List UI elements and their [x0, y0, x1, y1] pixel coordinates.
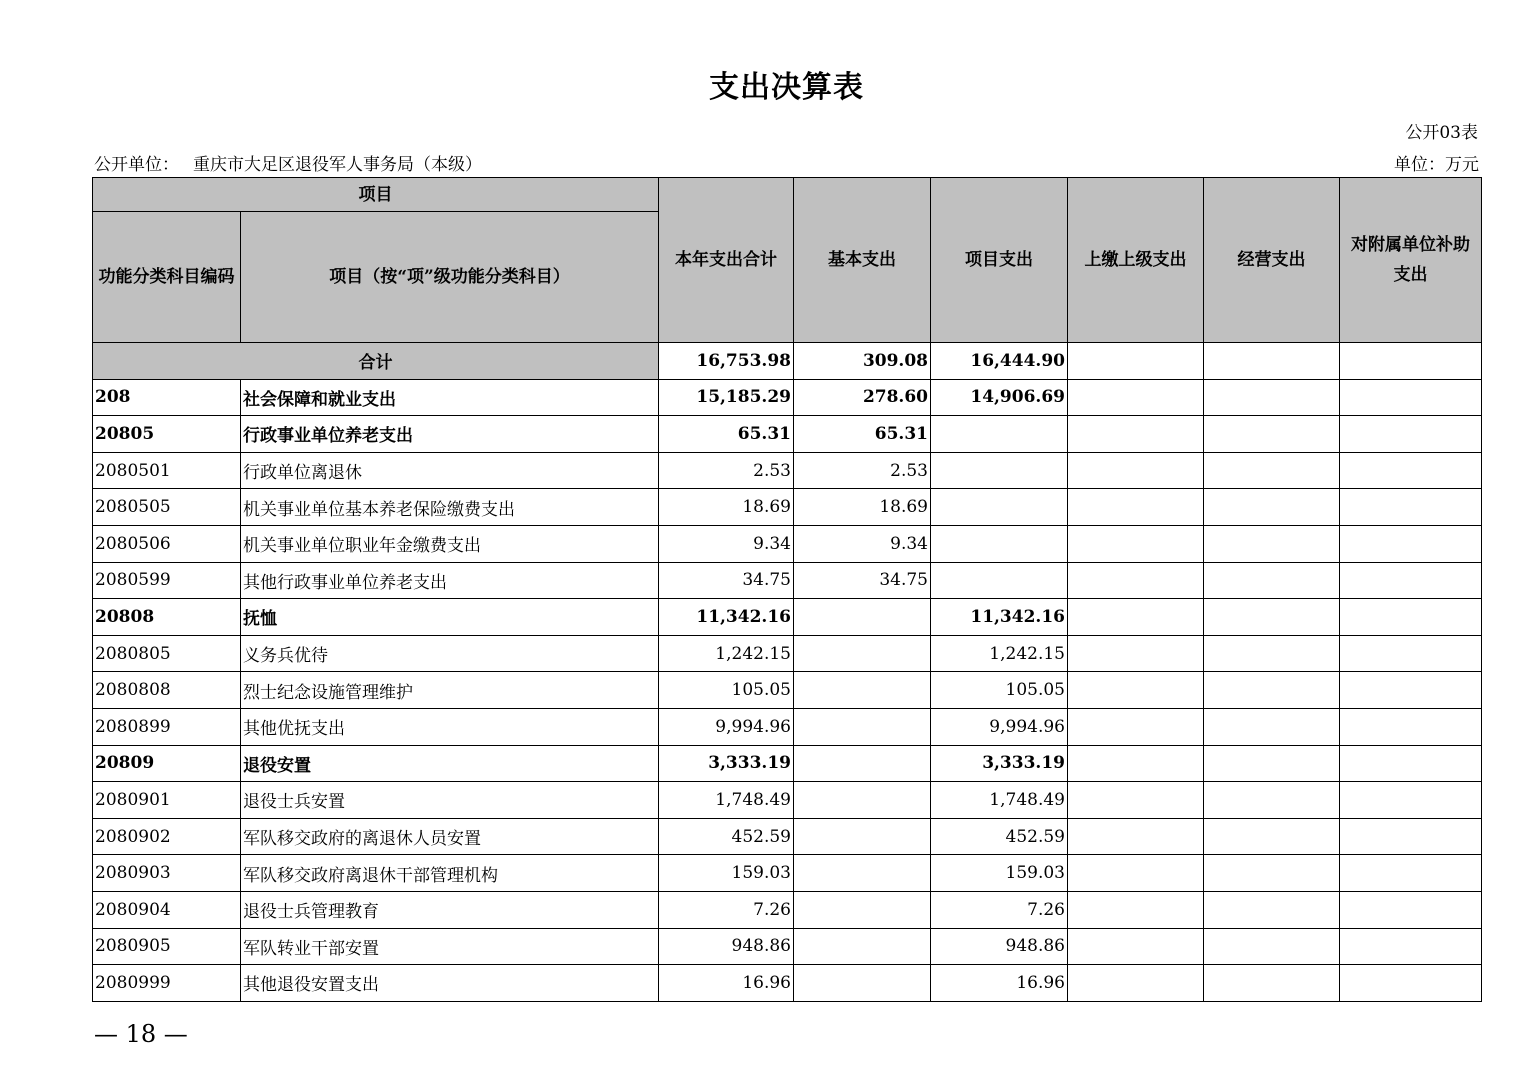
- row-upper: [1068, 928, 1204, 965]
- row-subsidy: [1340, 818, 1482, 855]
- row-name: 义务兵优待: [241, 635, 659, 672]
- row-total: 105.05: [659, 672, 794, 709]
- row-code: 2080903: [93, 855, 241, 892]
- row-total: 65.31: [659, 416, 794, 453]
- table-row: [93, 782, 1482, 819]
- table-row: [93, 525, 1482, 562]
- total-cell-upper: [1068, 343, 1204, 380]
- row-subsidy: [1340, 855, 1482, 892]
- row-name: 其他退役安置支出: [241, 965, 659, 1002]
- header-basic: 基本支出: [794, 178, 931, 343]
- row-name: 机关事业单位基本养老保险缴费支出: [241, 489, 659, 526]
- table-row: [93, 818, 1482, 855]
- row-name: 退役安置: [241, 745, 659, 782]
- row-project: 3,333.19: [931, 745, 1068, 782]
- row-business: [1204, 525, 1340, 562]
- row-project: [931, 562, 1068, 599]
- header-business: 经营支出: [1204, 178, 1340, 343]
- row-upper: [1068, 782, 1204, 819]
- row-project: [931, 452, 1068, 489]
- row-business: [1204, 379, 1340, 416]
- row-business: [1204, 782, 1340, 819]
- row-basic: [794, 855, 931, 892]
- row-total: 11,342.16: [659, 599, 794, 636]
- row-basic: [794, 965, 931, 1002]
- header-subsidy: 对附属单位补助支出: [1340, 178, 1482, 343]
- table-row: [93, 379, 1482, 416]
- row-upper: [1068, 525, 1204, 562]
- header-project: 项目: [93, 178, 659, 212]
- row-project: 9,994.96: [931, 708, 1068, 745]
- row-upper: [1068, 745, 1204, 782]
- header-row-1: [93, 178, 1482, 212]
- row-name: 行政事业单位养老支出: [241, 416, 659, 453]
- table-row: [93, 965, 1482, 1002]
- row-code: 2080901: [93, 782, 241, 819]
- row-business: [1204, 452, 1340, 489]
- row-upper: [1068, 599, 1204, 636]
- row-total: 2.53: [659, 452, 794, 489]
- row-basic: 18.69: [794, 489, 931, 526]
- header-code: 功能分类科目编码: [93, 212, 241, 343]
- row-basic: 34.75: [794, 562, 931, 599]
- header-item: 项目（按“项”级功能分类科目）: [241, 212, 659, 343]
- row-upper: [1068, 416, 1204, 453]
- row-total: 3,333.19: [659, 745, 794, 782]
- table-row: [93, 672, 1482, 709]
- table-row: [93, 416, 1482, 453]
- row-name: 其他行政事业单位养老支出: [241, 562, 659, 599]
- row-basic: 9.34: [794, 525, 931, 562]
- total-label: 合计: [93, 343, 659, 380]
- table-row: [93, 599, 1482, 636]
- row-business: [1204, 891, 1340, 928]
- row-total: 948.86: [659, 928, 794, 965]
- row-upper: [1068, 855, 1204, 892]
- row-code: 2080599: [93, 562, 241, 599]
- row-upper: [1068, 452, 1204, 489]
- table-row: [93, 928, 1482, 965]
- row-code: 20808: [93, 599, 241, 636]
- row-business: [1204, 965, 1340, 1002]
- row-upper: [1068, 489, 1204, 526]
- row-total: 7.26: [659, 891, 794, 928]
- row-subsidy: [1340, 708, 1482, 745]
- row-subsidy: [1340, 672, 1482, 709]
- row-name: 军队转业干部安置: [241, 928, 659, 965]
- table-row: [93, 745, 1482, 782]
- row-basic: 65.31: [794, 416, 931, 453]
- row-name: 机关事业单位职业年金缴费支出: [241, 525, 659, 562]
- row-code: 2080904: [93, 891, 241, 928]
- row-basic: [794, 599, 931, 636]
- row-code: 2080506: [93, 525, 241, 562]
- row-upper: [1068, 672, 1204, 709]
- row-name: 行政单位离退休: [241, 452, 659, 489]
- table-row: [93, 708, 1482, 745]
- table-row: [93, 489, 1482, 526]
- row-basic: [794, 818, 931, 855]
- row-business: [1204, 708, 1340, 745]
- row-total: 16.96: [659, 965, 794, 1002]
- row-name: 退役士兵管理教育: [241, 891, 659, 928]
- row-name: 烈士纪念设施管理维护: [241, 672, 659, 709]
- row-subsidy: [1340, 525, 1482, 562]
- row-basic: 278.60: [794, 379, 931, 416]
- row-name: 其他优抚支出: [241, 708, 659, 745]
- row-upper: [1068, 965, 1204, 1002]
- row-total: 34.75: [659, 562, 794, 599]
- row-code: 20809: [93, 745, 241, 782]
- row-business: [1204, 818, 1340, 855]
- row-subsidy: [1340, 928, 1482, 965]
- row-code: 2080805: [93, 635, 241, 672]
- row-upper: [1068, 379, 1204, 416]
- header-project-expenditure: 项目支出: [931, 178, 1068, 343]
- row-subsidy: [1340, 452, 1482, 489]
- currency-unit: 单位：万元: [1394, 155, 1479, 175]
- row-basic: [794, 708, 931, 745]
- header-total: 本年支出合计: [659, 178, 794, 343]
- page-title: 支出决算表: [709, 70, 864, 105]
- row-name: 退役士兵安置: [241, 782, 659, 819]
- row-name: 军队移交政府离退休干部管理机构: [241, 855, 659, 892]
- row-total: 9.34: [659, 525, 794, 562]
- expenditure-table: [92, 177, 1482, 1002]
- unit-name: 重庆市大足区退役军人事务局（本级）: [193, 155, 482, 175]
- row-business: [1204, 928, 1340, 965]
- row-code: 208: [93, 379, 241, 416]
- row-total: 9,994.96: [659, 708, 794, 745]
- row-name: 抚恤: [241, 599, 659, 636]
- table-row: [93, 891, 1482, 928]
- row-subsidy: [1340, 599, 1482, 636]
- row-subsidy: [1340, 635, 1482, 672]
- row-total: 18.69: [659, 489, 794, 526]
- row-code: 2080505: [93, 489, 241, 526]
- row-code: 2080808: [93, 672, 241, 709]
- row-subsidy: [1340, 965, 1482, 1002]
- unit-label: 公开单位：: [94, 155, 179, 175]
- row-upper: [1068, 708, 1204, 745]
- row-basic: [794, 672, 931, 709]
- row-project: [931, 489, 1068, 526]
- row-project: [931, 525, 1068, 562]
- row-project: [931, 416, 1068, 453]
- row-code: 20805: [93, 416, 241, 453]
- row-total: 452.59: [659, 818, 794, 855]
- row-business: [1204, 599, 1340, 636]
- row-code: 2080905: [93, 928, 241, 965]
- row-project: 14,906.69: [931, 379, 1068, 416]
- row-business: [1204, 416, 1340, 453]
- table-row: [93, 452, 1482, 489]
- total-cell-total: 16,753.98: [659, 343, 794, 380]
- row-project: 11,342.16: [931, 599, 1068, 636]
- row-project: 7.26: [931, 891, 1068, 928]
- row-basic: 2.53: [794, 452, 931, 489]
- row-total: 1,748.49: [659, 782, 794, 819]
- row-basic: [794, 745, 931, 782]
- total-cell-basic: 309.08: [794, 343, 931, 380]
- row-code: 2080902: [93, 818, 241, 855]
- row-name: 军队移交政府的离退休人员安置: [241, 818, 659, 855]
- row-project: 452.59: [931, 818, 1068, 855]
- row-subsidy: [1340, 489, 1482, 526]
- row-project: 1,748.49: [931, 782, 1068, 819]
- page-number: — 18 —: [94, 1020, 188, 1048]
- row-project: 105.05: [931, 672, 1068, 709]
- row-business: [1204, 635, 1340, 672]
- row-business: [1204, 489, 1340, 526]
- row-upper: [1068, 562, 1204, 599]
- total-row: [93, 343, 1482, 380]
- unit-info: [94, 150, 482, 175]
- total-cell-business: [1204, 343, 1340, 380]
- form-number: 公开03表: [1405, 123, 1478, 143]
- row-business: [1204, 745, 1340, 782]
- header-upper: 上缴上级支出: [1068, 178, 1204, 343]
- row-upper: [1068, 891, 1204, 928]
- row-basic: [794, 891, 931, 928]
- row-business: [1204, 672, 1340, 709]
- row-project: 1,242.15: [931, 635, 1068, 672]
- row-subsidy: [1340, 562, 1482, 599]
- row-upper: [1068, 818, 1204, 855]
- row-code: 2080899: [93, 708, 241, 745]
- row-project: 159.03: [931, 855, 1068, 892]
- row-business: [1204, 855, 1340, 892]
- row-total: 15,185.29: [659, 379, 794, 416]
- table-row: [93, 562, 1482, 599]
- row-subsidy: [1340, 745, 1482, 782]
- row-basic: [794, 782, 931, 819]
- total-cell-project: 16,444.90: [931, 343, 1068, 380]
- row-basic: [794, 928, 931, 965]
- table-row: [93, 855, 1482, 892]
- row-subsidy: [1340, 891, 1482, 928]
- row-subsidy: [1340, 379, 1482, 416]
- row-basic: [794, 635, 931, 672]
- row-upper: [1068, 635, 1204, 672]
- total-cell-subsidy: [1340, 343, 1482, 380]
- row-subsidy: [1340, 782, 1482, 819]
- row-subsidy: [1340, 416, 1482, 453]
- row-project: 948.86: [931, 928, 1068, 965]
- row-name: 社会保障和就业支出: [241, 379, 659, 416]
- table-row: [93, 635, 1482, 672]
- row-code: 2080501: [93, 452, 241, 489]
- row-total: 159.03: [659, 855, 794, 892]
- row-total: 1,242.15: [659, 635, 794, 672]
- row-business: [1204, 562, 1340, 599]
- row-code: 2080999: [93, 965, 241, 1002]
- row-project: 16.96: [931, 965, 1068, 1002]
